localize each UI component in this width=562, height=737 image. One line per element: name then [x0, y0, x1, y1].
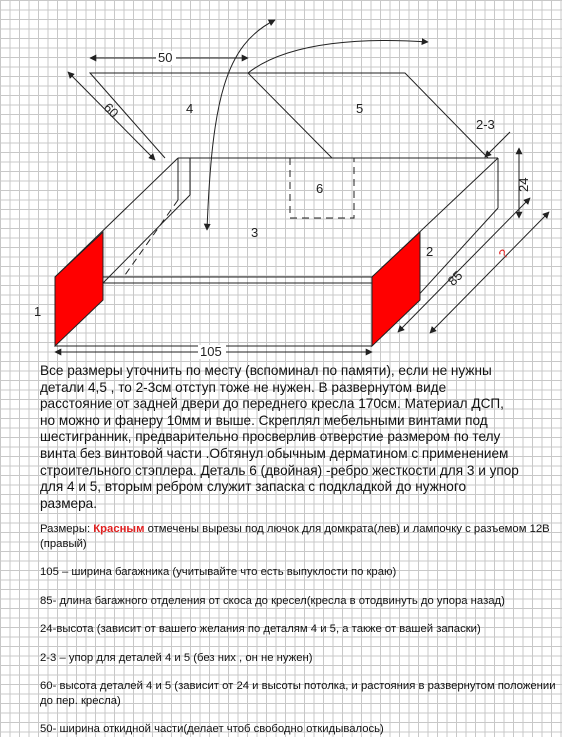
fold-arrow-flap-4 [207, 20, 275, 230]
dim-label-60: 60 [100, 99, 122, 121]
red-text: отмечены вырезы под лючок для домкрата(лев) и лампочку с разъемом 12В (правый) [40, 523, 550, 550]
back-wall-hidden [125, 200, 178, 275]
dim-label-2-3: 2-3 [476, 117, 495, 132]
description-text: Все размеры уточнить по месту (вспоминал по памяти), если не нужны детали 4,5 , то 2-3см отступ тоже не нужен. В развернутом виде расстояние от задней двери до переднего кресла 170см. Материал ДСП, но можно и фанеру 10мм и выше. Скреплял мебельными винтами под шестигранник, предварительно просверлив отверстие размером по телу винта без винтовой части .Обтянул обычным дерматином с применением строительного стэплера. Деталь 6 (двойная) -ребро жесткости для 3 и упор для 4 и 5, вторым ребром служит запаска с подкладкой до нужного размера. [40, 363, 519, 511]
dim-label-50: 50 [158, 50, 173, 65]
part-label-6: 6 [316, 181, 324, 196]
part-label-1: 1 [34, 304, 42, 319]
dim-label-85: 85 [444, 267, 466, 289]
fold-arrow-flap-5 [248, 40, 428, 73]
dim-label-24: 24 [516, 177, 531, 192]
note-item: 60- высота деталей 4 и 5 (зависит от 24 и высоты потолка, и растояния в развернутом положении до пер. кресла) [40, 680, 556, 707]
dim-label-question: ? [495, 246, 512, 262]
dim-question-arrow [430, 212, 549, 333]
note-item: 24-высота (зависит от вашего желания по деталям 4 и 5, а также от вашей запаски) [40, 623, 481, 635]
dim-2-3-arrow [485, 132, 510, 157]
note-red-cutouts [40, 522, 560, 551]
jack-hatch-cutout [55, 232, 103, 346]
flap-4-outline [90, 73, 332, 158]
part-label-5: 5 [356, 101, 364, 116]
flap-5-outline [248, 73, 488, 158]
note-item: 2-3 – упор для деталей 4 и 5 (без них , он не нужен) [40, 651, 313, 664]
dim-label-105: 105 [200, 344, 222, 359]
note-item: 85- длина багажного отделения от скоса до кресел(кресла в отодвинуть до упора назад) [40, 594, 505, 607]
red-word: Красным [93, 523, 145, 535]
note-item: 50- ширина откидной части(делает чтоб свободно откидывалось) [40, 723, 384, 735]
part-label-3: 3 [251, 225, 259, 240]
left-side-bottom [103, 195, 190, 283]
part-label-2: 2 [426, 244, 434, 259]
box-diagram [0, 0, 562, 362]
lamp-cutout [372, 232, 420, 346]
notes-list [40, 522, 560, 737]
sizes-label: Размеры: [40, 523, 94, 535]
part-label-4: 4 [186, 101, 194, 116]
note-item: 105 – ширина багажника (учитывайте что есть выпуклости по краю) [40, 566, 397, 578]
